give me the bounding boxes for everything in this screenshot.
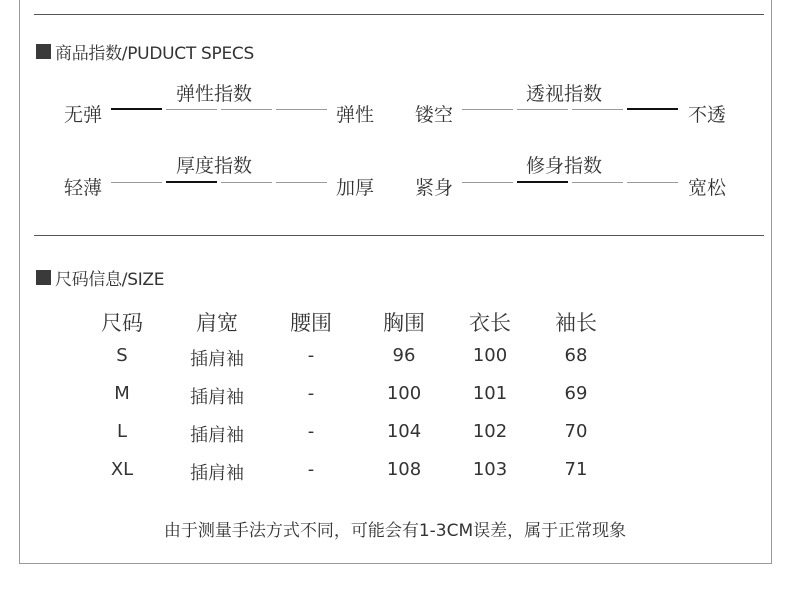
table-cell: - (307, 459, 315, 480)
table-cell: 102 (472, 421, 508, 442)
index-title: 厚度指数 (176, 155, 253, 177)
table-header-cell: 袖长 (555, 311, 597, 335)
scale-segment (462, 109, 513, 110)
table-cell: 插肩袖 (190, 387, 244, 408)
size-section-title (36, 265, 164, 290)
table-cell: 69 (564, 383, 588, 404)
table-cell: 100 (386, 383, 422, 404)
table-cell: - (307, 345, 315, 366)
table-cell: 108 (386, 459, 422, 480)
index-title: 修身指数 (526, 155, 603, 177)
table-header-cell: 腰围 (290, 311, 332, 335)
table-cell: - (307, 421, 315, 442)
scale-segment (627, 182, 678, 183)
scale-segment (276, 109, 327, 110)
table-cell: 插肩袖 (190, 349, 244, 370)
index-left-label: 紧身 (415, 177, 454, 199)
top-divider (34, 14, 764, 15)
index-left-label: 镂空 (415, 104, 454, 126)
scale-segment (462, 182, 513, 183)
table-cell: S (116, 345, 128, 366)
scale-segment (572, 182, 623, 183)
scale-segment (276, 182, 327, 183)
table-cell: 68 (564, 345, 588, 366)
square-bullet-icon (36, 270, 51, 285)
table-header-cell: 胸围 (383, 311, 425, 335)
table-cell: 101 (472, 383, 508, 404)
table-cell: L (116, 421, 128, 442)
index-right-label: 不透 (688, 104, 727, 126)
index-title: 弹性指数 (176, 83, 253, 105)
table-cell: 71 (564, 459, 588, 480)
table-cell: 插肩袖 (190, 425, 244, 446)
specs-title-text: 商品指数/PUDUCT SPECS (55, 44, 254, 64)
index-right-label: 宽松 (688, 177, 727, 199)
table-header-cell: 肩宽 (196, 311, 238, 335)
scale-segment (111, 182, 162, 183)
table-cell: XL (110, 459, 134, 480)
table-cell: - (307, 383, 315, 404)
scale-segment (517, 109, 568, 110)
specs-section-title (36, 39, 254, 64)
table-cell: 插肩袖 (190, 463, 244, 484)
index-right-label: 弹性 (336, 104, 375, 126)
scale-segment (221, 182, 272, 183)
middle-divider (34, 235, 764, 236)
scale-segment-active (166, 181, 217, 183)
scale-segment (221, 109, 272, 110)
measurement-note: 由于测量手法方式不同，可能会有1-3CM误差，属于正常现象 (163, 521, 627, 541)
table-cell: 100 (472, 345, 508, 366)
scale-segment (572, 109, 623, 110)
table-cell: 103 (472, 459, 508, 480)
table-cell: 96 (392, 345, 416, 366)
table-header-cell: 尺码 (101, 311, 143, 335)
table-cell: 104 (386, 421, 422, 442)
table-cell: 70 (564, 421, 588, 442)
index-right-label: 加厚 (336, 177, 375, 199)
index-title: 透视指数 (526, 83, 603, 105)
scale-segment-active (517, 181, 568, 183)
index-left-label: 轻薄 (64, 177, 103, 199)
table-header-cell: 衣长 (469, 311, 511, 335)
square-bullet-icon (36, 44, 51, 59)
scale-segment (166, 109, 217, 110)
size-title-text: 尺码信息/SIZE (55, 270, 165, 290)
index-left-label: 无弹 (64, 104, 103, 126)
scale-segment-active (111, 108, 162, 110)
table-cell: M (114, 383, 130, 404)
scale-segment-active (627, 108, 678, 110)
